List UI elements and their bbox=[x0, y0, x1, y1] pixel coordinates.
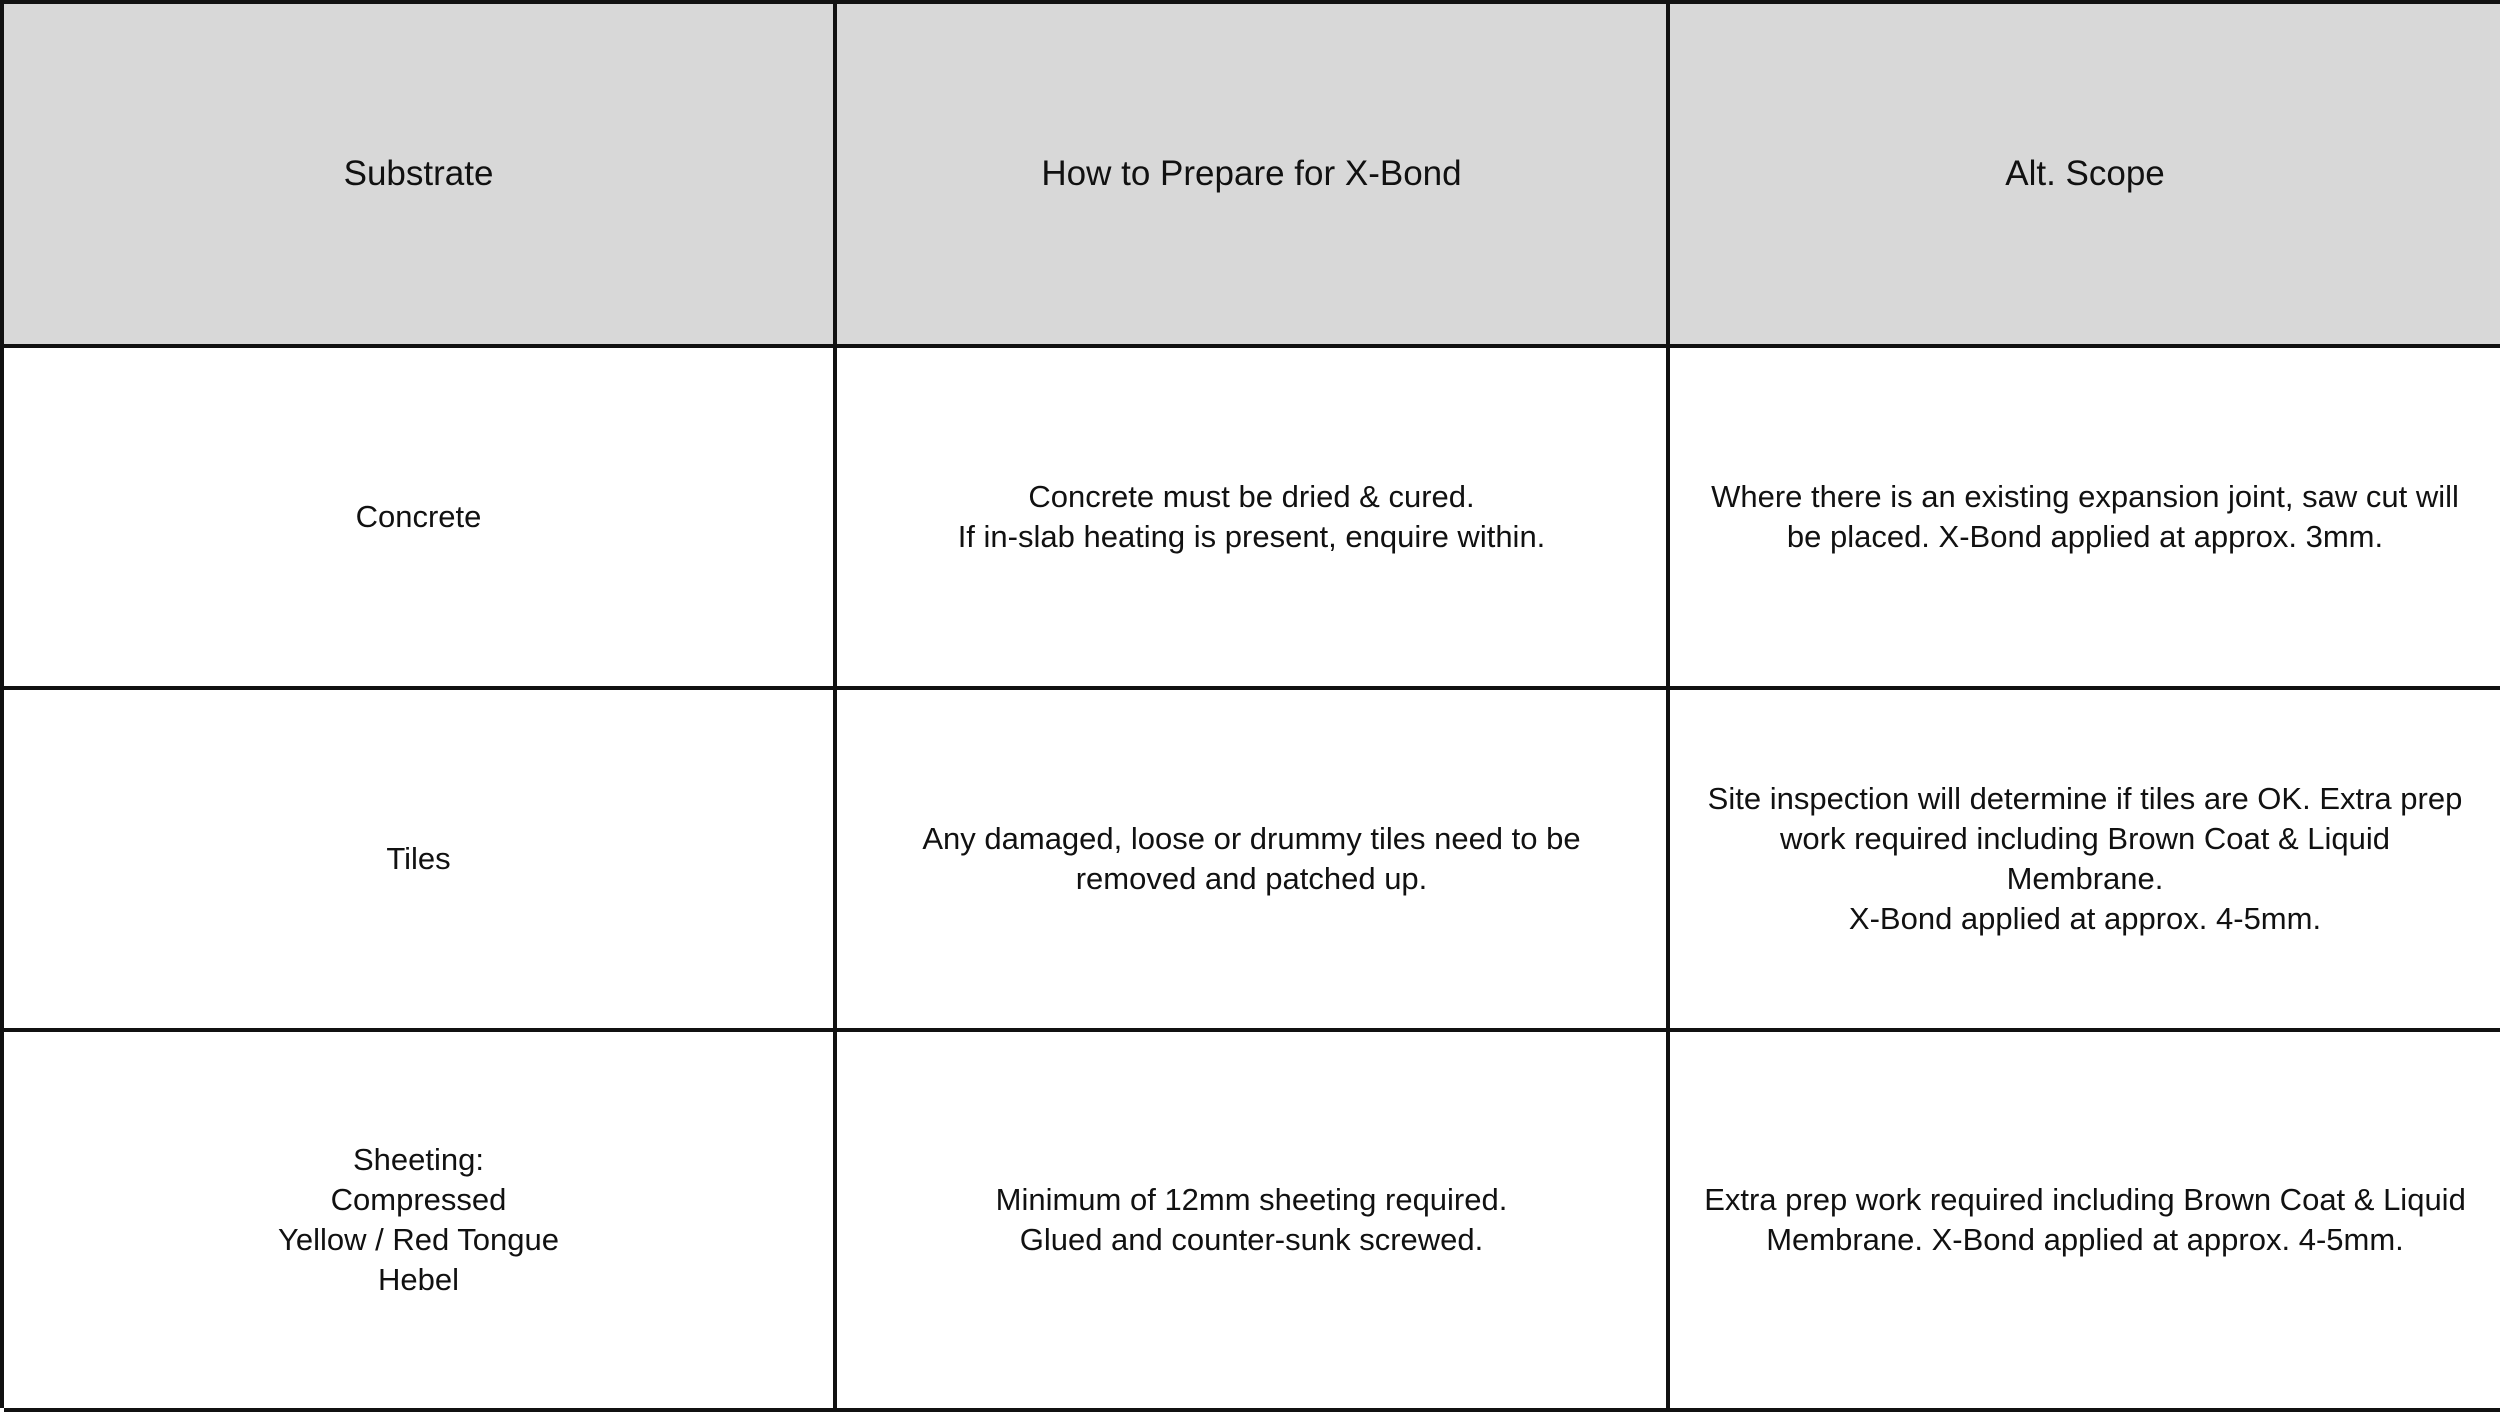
header-substrate: Substrate bbox=[4, 4, 837, 348]
cell-concrete-preparation: Concrete must be dried & cured. If in-slab heating is present, enquire within. bbox=[837, 348, 1670, 690]
cell-concrete-substrate: Concrete bbox=[4, 348, 837, 690]
header-how-to-prepare: How to Prepare for X-Bond bbox=[837, 4, 1670, 348]
cell-sheeting-preparation: Minimum of 12mm sheeting required. Glued and counter-sunk screwed. bbox=[837, 1032, 1670, 1412]
cell-sheeting-substrate: Sheeting: Compressed Yellow / Red Tongue Hebel bbox=[4, 1032, 837, 1412]
cell-tiles-substrate: Tiles bbox=[4, 690, 837, 1032]
cell-sheeting-alt-scope: Extra prep work required including Brown Coat & Liquid Membrane. X-Bond applied at approx. 4-5mm. bbox=[1670, 1032, 2500, 1412]
header-alt-scope: Alt. Scope bbox=[1670, 4, 2500, 348]
cell-tiles-alt-scope: Site inspection will determine if tiles are OK. Extra prep work required including Brown Coat & Liquid Membrane. X-Bond applied at approx. 4-5mm. bbox=[1670, 690, 2500, 1032]
cell-tiles-preparation: Any damaged, loose or drummy tiles need to be removed and patched up. bbox=[837, 690, 1670, 1032]
cell-concrete-alt-scope: Where there is an existing expansion joint, saw cut will be placed. X-Bond applied at approx. 3mm. bbox=[1670, 348, 2500, 690]
